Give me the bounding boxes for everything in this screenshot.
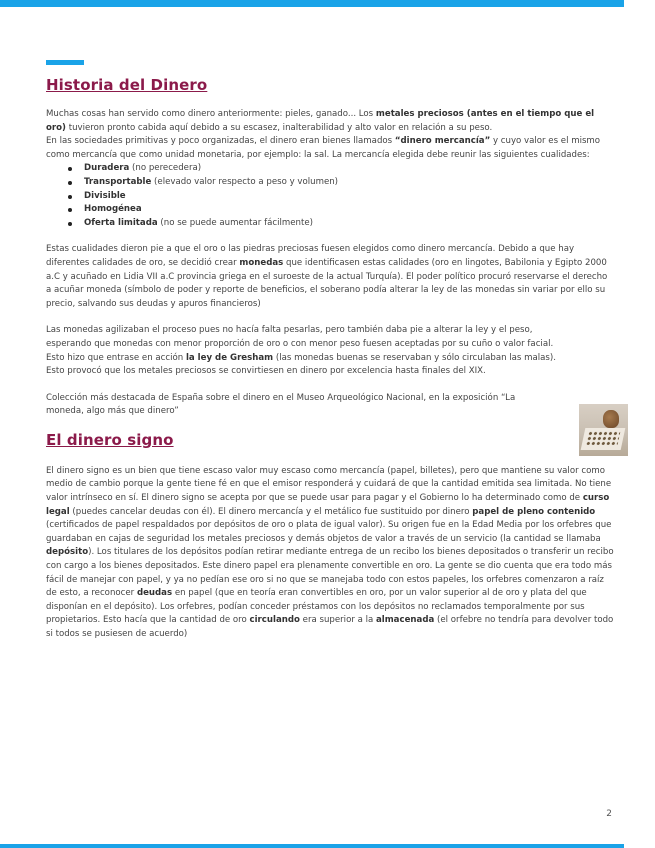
list-item bbox=[68, 217, 614, 231]
top-accent-bar bbox=[0, 0, 624, 7]
paragraph-dinero-mercancia bbox=[46, 135, 614, 162]
bold-text: almacenada bbox=[375, 615, 435, 626]
section-title-historia: Historia del Dinero bbox=[46, 76, 208, 94]
text-run: (el orfebre no tendría para devolver todo si todos se pusiesen de acuerdo) bbox=[46, 615, 614, 639]
paragraph-monedas bbox=[46, 243, 614, 311]
list-item bbox=[68, 162, 614, 176]
list-item bbox=[68, 176, 614, 190]
paragraph-dinero-signo bbox=[46, 465, 614, 642]
text-run: (no se puede aumentar fácilmente) bbox=[157, 217, 313, 228]
bold-text: Divisible bbox=[84, 190, 126, 201]
photo-pot bbox=[603, 410, 619, 428]
section-title-dinero-signo: El dinero signo bbox=[46, 430, 174, 449]
document-body bbox=[46, 76, 614, 642]
text-run: ). Los titulares de los depósitos podían retirar mediante entrega de un recibo los bienes depositados o transferir un recibo con cargo a los bienes depositados. Este dinero papel era plenamente convertible en oro. La gente se dio cuenta que era todo más fácil de manejar con papel, y ya no pedían ese oro si no que se manejaba todo con estos papeles, los orfebres comenzaron a raíz de esto, a reconocer bbox=[46, 547, 614, 599]
text-run: (certificados de papel respaldados por depósitos de oro o plata de igual valor). Su origen fue en la Edad Media por los orfebres que guardaban en cajas de seguridad los metales preciosos y demás objetos de valor a través de un servicio (la cantidad se llamaba bbox=[46, 520, 612, 544]
text-run: Colección más destacada de España sobre el dinero en el Museo Arqueológico Nacional, en la exposición “La moneda, algo más que dinero” bbox=[46, 392, 516, 417]
bold-text: Transportable bbox=[84, 176, 152, 187]
bottom-accent-bar bbox=[0, 844, 624, 848]
bold-text: metales preciosos (antes en el tiempo que el oro) bbox=[46, 109, 595, 133]
list-item bbox=[68, 203, 614, 217]
text-run: Estas cualidades dieron pie a que el oro o las piedras preciosas fuesen elegidos como dinero mercancía. Debido a que hay diferentes calidades de oro, se decidió crear bbox=[46, 244, 575, 268]
text-run: (las monedas buenas se reservaban y sólo circulaban las malas). Esto provocó que los metales preciosos se convirtiesen en dinero por excelencia hasta finales del XIX. bbox=[46, 352, 556, 377]
bold-text: Oferta limitada bbox=[84, 217, 158, 228]
text-run: Muchas cosas han servido como dinero anteriormente: pieles, ganado... Los bbox=[46, 109, 376, 119]
text-run: en papel (que en teoría eran convertibles en oro, por un valor superior al de oro y plata del que disponían en el depósito). Los orfebres, podían conceder préstamos con los depósitos no reclamados temporalmente por sus propietarios. Esto hacía que la cantidad de oro bbox=[46, 588, 587, 626]
text-run: En las sociedades primitivas y poco organizadas, el dinero eran bienes llamados bbox=[46, 136, 395, 147]
bold-text: depósito bbox=[46, 547, 89, 558]
bold-text: curso legal bbox=[46, 493, 610, 517]
bold-text: Duradera bbox=[84, 163, 130, 174]
paragraph-gresham bbox=[46, 324, 558, 378]
text-run: era superior a la bbox=[299, 615, 376, 626]
qualities-list bbox=[46, 162, 614, 230]
text-run: El dinero signo es un bien que tiene escaso valor muy escaso como mercancía (papel, billetes), pero que mantiene su valor como medio de cambio porque la gente tiene fé en que el emisor responderá y cuidará de que la cantidad emitida sea limitada. No tiene valor intrínseco en sí. El dinero signo se acepta por que se puede usar para pagar y el Gobierno lo ha determinado como de bbox=[46, 465, 612, 504]
bold-text: monedas bbox=[239, 257, 284, 268]
bold-text: deudas bbox=[136, 588, 173, 599]
text-run: (puedes cancelar deudas con él). El dinero mercancía y el metálico fue sustituido por dinero bbox=[69, 506, 473, 517]
page-number: 2 bbox=[606, 809, 612, 819]
paragraph-metales bbox=[46, 108, 614, 135]
bold-text: “dinero mercancía” bbox=[394, 136, 491, 147]
text-run: Las monedas agilizaban el proceso pues no hacía falta pesarlas, pero también daba pie a alterar la ley y el peso, esperando que monedas con menor proporción de oro o con menor peso fuesen aceptadas por su cuño o valor facial. Esto hizo que entrase en acción bbox=[46, 325, 554, 363]
paragraph-coleccion bbox=[46, 392, 516, 419]
bold-text: circulando bbox=[249, 615, 300, 626]
heading-accent-line bbox=[46, 60, 84, 65]
list-item bbox=[68, 190, 614, 204]
photo-coins bbox=[586, 431, 621, 445]
bold-text: Homogénea bbox=[84, 204, 142, 215]
text-run: que identificasen estas calidades (oro en lingotes, Babilonia y Egipto 2000 a.C y acuñado en Lidia VII a.C provincia griega en el suroeste de la actual Turquía). El poder político procuró reservarse el derecho a acuñar moneda (símbolo de poder y reporte de beneficios, el soberano podía alterar la ley de las monedas sin variar por ello su precio, salvando sus deudas y apuros financieros) bbox=[46, 257, 608, 309]
coin-collection-photo bbox=[579, 404, 628, 456]
text-run: (elevado valor respecto a peso y volumen) bbox=[151, 176, 339, 187]
text-run: tuvieron pronto cabida aquí debido a su escasez, inalterabilidad y alto valor en relación a su peso. bbox=[65, 122, 493, 133]
text-run: (no perecedera) bbox=[129, 163, 202, 174]
bold-text: papel de pleno contenido bbox=[472, 506, 596, 517]
text-run: y cuyo valor es el mismo como mercancía que como unidad monetaria, por ejemplo: la sal. La mercancía elegida debe reunir las siguientes cualidades: bbox=[46, 136, 601, 160]
bold-text: la ley de Gresham bbox=[185, 352, 274, 363]
